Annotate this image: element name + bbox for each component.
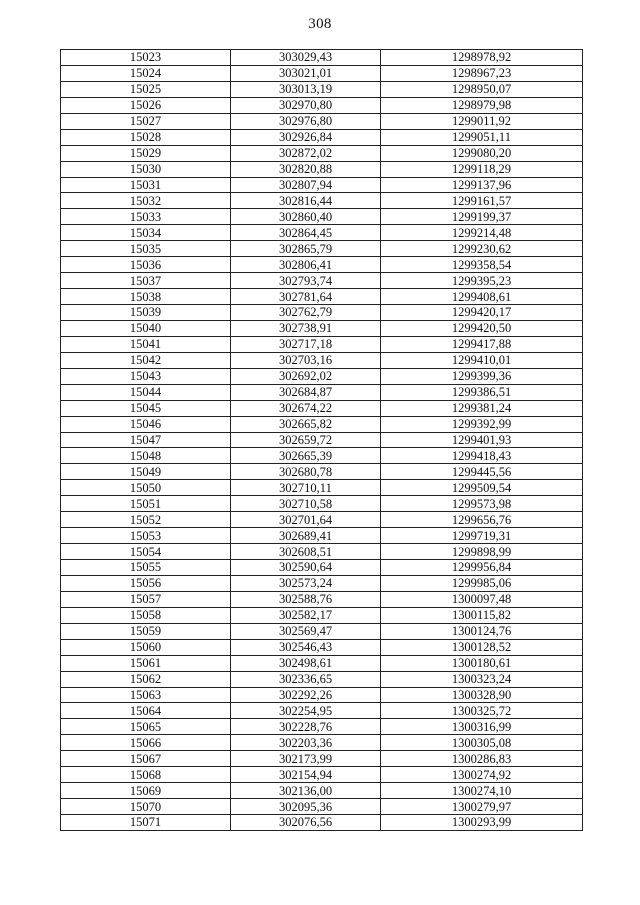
table-row [61,336,583,352]
x-coordinate-cell: 302203,36 [231,735,381,751]
table-row [61,783,583,799]
table-row [61,799,583,815]
y-coordinate-cell: 1299410,01 [381,352,583,368]
table-row [61,113,583,129]
y-coordinate-cell: 1300325,72 [381,703,583,719]
x-coordinate-cell: 302665,82 [231,416,381,432]
x-coordinate-cell: 302781,64 [231,289,381,305]
y-coordinate-cell: 1300323,24 [381,671,583,687]
y-coordinate-cell: 1299358,54 [381,257,583,273]
y-coordinate-cell: 1299420,50 [381,320,583,336]
x-coordinate-cell: 302588,76 [231,591,381,607]
point-number-cell: 15026 [61,97,231,113]
y-coordinate-cell: 1299956,84 [381,560,583,576]
table-row [61,352,583,368]
y-coordinate-cell: 1299417,88 [381,336,583,352]
x-coordinate-cell: 302717,18 [231,336,381,352]
x-coordinate-cell: 302136,00 [231,783,381,799]
x-coordinate-cell: 302710,58 [231,496,381,512]
x-coordinate-cell: 302806,41 [231,257,381,273]
table-row [61,687,583,703]
point-number-cell: 15058 [61,607,231,623]
y-coordinate-cell: 1299386,51 [381,384,583,400]
x-coordinate-cell: 302608,51 [231,544,381,560]
x-coordinate-cell: 302254,95 [231,703,381,719]
x-coordinate-cell: 302701,64 [231,512,381,528]
x-coordinate-cell: 302095,36 [231,799,381,815]
point-number-cell: 15041 [61,336,231,352]
point-number-cell: 15053 [61,528,231,544]
x-coordinate-cell: 302926,84 [231,129,381,145]
x-coordinate-cell: 303029,43 [231,50,381,66]
y-coordinate-cell: 1299137,96 [381,177,583,193]
y-coordinate-cell: 1298979,98 [381,97,583,113]
point-number-cell: 15042 [61,352,231,368]
point-number-cell: 15070 [61,799,231,815]
table-row [61,161,583,177]
y-coordinate-cell: 1299392,99 [381,416,583,432]
x-coordinate-cell: 302659,72 [231,432,381,448]
point-number-cell: 15033 [61,209,231,225]
y-coordinate-cell: 1299401,93 [381,432,583,448]
table-row [61,639,583,655]
point-number-cell: 15046 [61,416,231,432]
y-coordinate-cell: 1300124,76 [381,623,583,639]
y-coordinate-cell: 1299011,92 [381,113,583,129]
x-coordinate-cell: 302970,80 [231,97,381,113]
table-row [61,305,583,321]
y-coordinate-cell: 1299573,98 [381,496,583,512]
y-coordinate-cell: 1300286,83 [381,751,583,767]
point-number-cell: 15059 [61,623,231,639]
table-row [61,512,583,528]
point-number-cell: 15056 [61,575,231,591]
table-row [61,145,583,161]
point-number-cell: 15043 [61,368,231,384]
table-row [61,193,583,209]
point-number-cell: 15049 [61,464,231,480]
table-row [61,225,583,241]
table-row [61,241,583,257]
y-coordinate-cell: 1300305,08 [381,735,583,751]
x-coordinate-cell: 302692,02 [231,368,381,384]
table-row [61,368,583,384]
coordinates-table [60,49,583,831]
x-coordinate-cell: 302793,74 [231,273,381,289]
table-row [61,591,583,607]
table-row [61,320,583,336]
y-coordinate-cell: 1300097,48 [381,591,583,607]
point-number-cell: 15038 [61,289,231,305]
y-coordinate-cell: 1300328,90 [381,687,583,703]
y-coordinate-cell: 1299199,37 [381,209,583,225]
y-coordinate-cell: 1299381,24 [381,400,583,416]
table-row [61,607,583,623]
point-number-cell: 15025 [61,81,231,97]
x-coordinate-cell: 302820,88 [231,161,381,177]
table-row [61,767,583,783]
x-coordinate-cell: 302680,78 [231,464,381,480]
x-coordinate-cell: 302816,44 [231,193,381,209]
table-row [61,432,583,448]
x-coordinate-cell: 302582,17 [231,607,381,623]
y-coordinate-cell: 1299509,54 [381,480,583,496]
table-row [61,575,583,591]
y-coordinate-cell: 1299656,76 [381,512,583,528]
y-coordinate-cell: 1300279,97 [381,799,583,815]
y-coordinate-cell: 1299161,57 [381,193,583,209]
table-row [61,544,583,560]
point-number-cell: 15052 [61,512,231,528]
point-number-cell: 15036 [61,257,231,273]
y-coordinate-cell: 1299214,48 [381,225,583,241]
table-row [61,50,583,66]
y-coordinate-cell: 1300180,61 [381,655,583,671]
point-number-cell: 15062 [61,671,231,687]
point-number-cell: 15065 [61,719,231,735]
x-coordinate-cell: 302228,76 [231,719,381,735]
x-coordinate-cell: 302807,94 [231,177,381,193]
point-number-cell: 15029 [61,145,231,161]
y-coordinate-cell: 1299395,23 [381,273,583,289]
table-row [61,384,583,400]
y-coordinate-cell: 1299898,99 [381,544,583,560]
x-coordinate-cell: 302173,99 [231,751,381,767]
point-number-cell: 15023 [61,50,231,66]
y-coordinate-cell: 1300274,92 [381,767,583,783]
x-coordinate-cell: 302665,39 [231,448,381,464]
point-number-cell: 15044 [61,384,231,400]
x-coordinate-cell: 302076,56 [231,815,381,831]
y-coordinate-cell: 1298950,07 [381,81,583,97]
y-coordinate-cell: 1299230,62 [381,241,583,257]
y-coordinate-cell: 1298978,92 [381,50,583,66]
y-coordinate-cell: 1299445,56 [381,464,583,480]
table-row [61,751,583,767]
y-coordinate-cell: 1300115,82 [381,607,583,623]
coordinates-table-body [61,50,583,831]
table-row [61,448,583,464]
table-row [61,528,583,544]
x-coordinate-cell: 302703,16 [231,352,381,368]
point-number-cell: 15037 [61,273,231,289]
x-coordinate-cell: 302864,45 [231,225,381,241]
y-coordinate-cell: 1300316,99 [381,719,583,735]
table-row [61,273,583,289]
table-row [61,560,583,576]
y-coordinate-cell: 1300293,99 [381,815,583,831]
table-row [61,129,583,145]
x-coordinate-cell: 302498,61 [231,655,381,671]
table-row [61,97,583,113]
table-row [61,480,583,496]
point-number-cell: 15063 [61,687,231,703]
point-number-cell: 15035 [61,241,231,257]
x-coordinate-cell: 302154,94 [231,767,381,783]
point-number-cell: 15039 [61,305,231,321]
y-coordinate-cell: 1299080,20 [381,145,583,161]
table-row [61,257,583,273]
y-coordinate-cell: 1299408,61 [381,289,583,305]
point-number-cell: 15027 [61,113,231,129]
y-coordinate-cell: 1300274,10 [381,783,583,799]
x-coordinate-cell: 302689,41 [231,528,381,544]
point-number-cell: 15068 [61,767,231,783]
y-coordinate-cell: 1299399,36 [381,368,583,384]
point-number-cell: 15054 [61,544,231,560]
x-coordinate-cell: 302976,80 [231,113,381,129]
y-coordinate-cell: 1299051,11 [381,129,583,145]
point-number-cell: 15067 [61,751,231,767]
point-number-cell: 15069 [61,783,231,799]
point-number-cell: 15031 [61,177,231,193]
y-coordinate-cell: 1299719,31 [381,528,583,544]
point-number-cell: 15066 [61,735,231,751]
x-coordinate-cell: 302710,11 [231,480,381,496]
page-number: 308 [308,16,332,32]
table-row [61,400,583,416]
point-number-cell: 15034 [61,225,231,241]
point-number-cell: 15071 [61,815,231,831]
table-row [61,671,583,687]
y-coordinate-cell: 1299418,43 [381,448,583,464]
x-coordinate-cell: 302674,22 [231,400,381,416]
point-number-cell: 15064 [61,703,231,719]
point-number-cell: 15040 [61,320,231,336]
table-row [61,464,583,480]
x-coordinate-cell: 303013,19 [231,81,381,97]
table-row [61,81,583,97]
table-row [61,416,583,432]
x-coordinate-cell: 302546,43 [231,639,381,655]
point-number-cell: 15061 [61,655,231,671]
table-row [61,177,583,193]
table-row [61,65,583,81]
point-number-cell: 15030 [61,161,231,177]
table-row [61,815,583,831]
x-coordinate-cell: 302872,02 [231,145,381,161]
x-coordinate-cell: 302336,65 [231,671,381,687]
x-coordinate-cell: 302590,64 [231,560,381,576]
x-coordinate-cell: 302865,79 [231,241,381,257]
y-coordinate-cell: 1298967,23 [381,65,583,81]
y-coordinate-cell: 1299118,29 [381,161,583,177]
y-coordinate-cell: 1299985,06 [381,575,583,591]
table-row [61,735,583,751]
point-number-cell: 15028 [61,129,231,145]
point-number-cell: 15047 [61,432,231,448]
x-coordinate-cell: 302762,79 [231,305,381,321]
x-coordinate-cell: 302569,47 [231,623,381,639]
x-coordinate-cell: 303021,01 [231,65,381,81]
point-number-cell: 15032 [61,193,231,209]
table-row [61,496,583,512]
table-row [61,209,583,225]
y-coordinate-cell: 1299420,17 [381,305,583,321]
table-row [61,719,583,735]
table-row [61,289,583,305]
y-coordinate-cell: 1300128,52 [381,639,583,655]
x-coordinate-cell: 302292,26 [231,687,381,703]
point-number-cell: 15051 [61,496,231,512]
table-row [61,655,583,671]
table-row [61,703,583,719]
x-coordinate-cell: 302860,40 [231,209,381,225]
point-number-cell: 15057 [61,591,231,607]
point-number-cell: 15050 [61,480,231,496]
point-number-cell: 15024 [61,65,231,81]
x-coordinate-cell: 302684,87 [231,384,381,400]
table-row [61,623,583,639]
point-number-cell: 15045 [61,400,231,416]
point-number-cell: 15055 [61,560,231,576]
point-number-cell: 15060 [61,639,231,655]
x-coordinate-cell: 302573,24 [231,575,381,591]
x-coordinate-cell: 302738,91 [231,320,381,336]
point-number-cell: 15048 [61,448,231,464]
